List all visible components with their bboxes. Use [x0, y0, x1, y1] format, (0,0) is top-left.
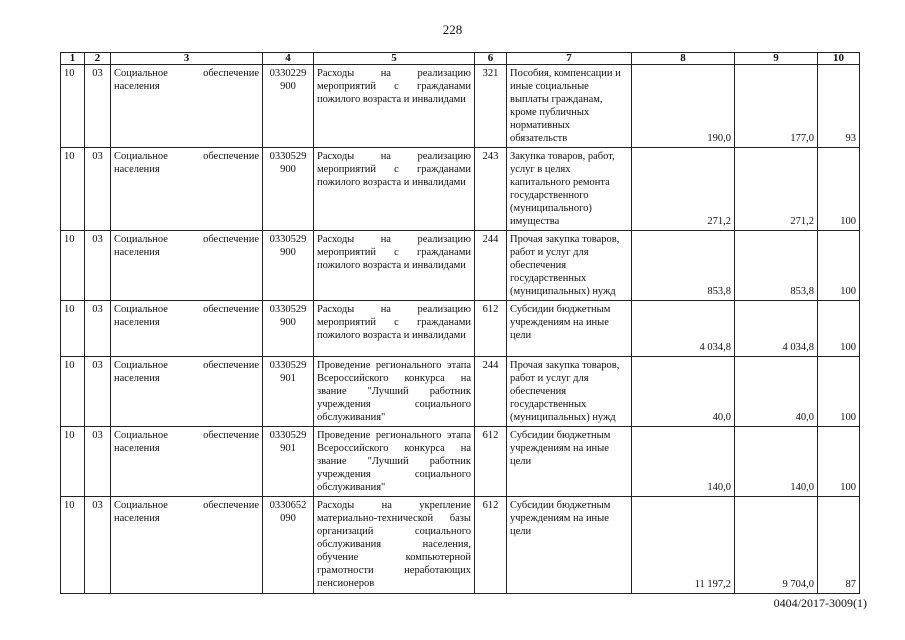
- document-code: 0404/2017-3009(1): [773, 596, 867, 610]
- target-article-name: Расходы на реализацию мероприятий с гражданами пожилого возраста и инвалидами: [314, 231, 475, 301]
- execution-percent: 87: [818, 497, 860, 594]
- expense-type-name: Прочая закупка товаров, работ и услуг для обеспечения государственных (муниципальных) нужд: [507, 231, 632, 301]
- table-row: [61, 357, 860, 427]
- subsection-code: 03: [85, 497, 111, 594]
- target-article-name: Расходы на реализацию мероприятий с гражданами пожилого возраста и инвалидами: [314, 148, 475, 231]
- table-row: [61, 231, 860, 301]
- budget-table: [60, 52, 860, 594]
- expense-type-code: 244: [475, 231, 507, 301]
- col-header-4: 4: [263, 53, 314, 65]
- target-article-code: 0330652 090: [263, 497, 314, 594]
- expense-type-code: 612: [475, 497, 507, 594]
- subsection-code: 03: [85, 148, 111, 231]
- target-article-name: Расходы на реализацию мероприятий с гражданами пожилого возраста и инвалидами: [314, 65, 475, 148]
- col-header-5: 5: [314, 53, 475, 65]
- subsection-code: 03: [85, 427, 111, 497]
- section-name: Социальное обеспечение населения: [111, 427, 263, 497]
- expense-type-code: 243: [475, 148, 507, 231]
- section-code: 10: [61, 231, 85, 301]
- execution-percent: 100: [818, 231, 860, 301]
- expense-type-name: Субсидии бюджетным учреждениям на иные цели: [507, 497, 632, 594]
- planned-amount: 40,0: [632, 357, 735, 427]
- subsection-code: 03: [85, 357, 111, 427]
- target-article-code: 0330529 900: [263, 231, 314, 301]
- section-name: Социальное обеспечение населения: [111, 231, 263, 301]
- target-article-code: 0330229 900: [263, 65, 314, 148]
- section-code: 10: [61, 497, 85, 594]
- execution-percent: 93: [818, 65, 860, 148]
- table-row: [61, 301, 860, 357]
- section-name: Социальное обеспечение населения: [111, 357, 263, 427]
- page-number: 228: [442, 22, 463, 37]
- table-row: [61, 148, 860, 231]
- subsection-code: 03: [85, 231, 111, 301]
- expense-type-name: Субсидии бюджетным учреждениям на иные цели: [507, 301, 632, 357]
- planned-amount: 190,0: [632, 65, 735, 148]
- target-article-name: Расходы на реализацию мероприятий с гражданами пожилого возраста и инвалидами: [314, 301, 475, 357]
- execution-percent: 100: [818, 301, 860, 357]
- expense-type-name: Прочая закупка товаров, работ и услуг для обеспечения государственных (муниципальных) нужд: [507, 357, 632, 427]
- col-header-10: 10: [818, 53, 860, 65]
- actual-amount: 140,0: [735, 427, 818, 497]
- expense-type-code: 244: [475, 357, 507, 427]
- actual-amount: 9 704,0: [735, 497, 818, 594]
- expense-type-code: 321: [475, 65, 507, 148]
- execution-percent: 100: [818, 357, 860, 427]
- execution-percent: 100: [818, 148, 860, 231]
- target-article-name: Проведение регионального этапа Всероссийского конкурса на звание "Лучший работник учреждения социального обслуживания": [314, 427, 475, 497]
- actual-amount: 4 034,8: [735, 301, 818, 357]
- execution-percent: 100: [818, 427, 860, 497]
- section-name: Социальное обеспечение населения: [111, 65, 263, 148]
- expense-type-name: Закупка товаров, работ, услуг в целях капитального ремонта государственного (муниципального) имущества: [507, 148, 632, 231]
- target-article-name: Расходы на укрепление материально-технической базы организаций социального обслуживания населения, обучение компьютерной грамотности неработающих пенсионеров: [314, 497, 475, 594]
- planned-amount: 11 197,2: [632, 497, 735, 594]
- target-article-code: 0330529 901: [263, 357, 314, 427]
- section-name: Социальное обеспечение населения: [111, 148, 263, 231]
- section-name: Социальное обеспечение населения: [111, 497, 263, 594]
- table-row: [61, 497, 860, 594]
- col-header-9: 9: [735, 53, 818, 65]
- actual-amount: 271,2: [735, 148, 818, 231]
- actual-amount: 40,0: [735, 357, 818, 427]
- section-code: 10: [61, 301, 85, 357]
- col-header-3: 3: [111, 53, 263, 65]
- expense-type-name: Пособия, компенсации и иные социальные выплаты гражданам, кроме публичных нормативных обязательств: [507, 65, 632, 148]
- planned-amount: 140,0: [632, 427, 735, 497]
- section-code: 10: [61, 65, 85, 148]
- actual-amount: 177,0: [735, 65, 818, 148]
- actual-amount: 853,8: [735, 231, 818, 301]
- col-header-2: 2: [85, 53, 111, 65]
- expense-type-code: 612: [475, 427, 507, 497]
- subsection-code: 03: [85, 65, 111, 148]
- expense-type-name: Субсидии бюджетным учреждениям на иные цели: [507, 427, 632, 497]
- target-article-code: 0330529 901: [263, 427, 314, 497]
- section-code: 10: [61, 148, 85, 231]
- target-article-code: 0330529 900: [263, 301, 314, 357]
- subsection-code: 03: [85, 301, 111, 357]
- header-row: [61, 53, 860, 65]
- expense-type-code: 612: [475, 301, 507, 357]
- col-header-7: 7: [507, 53, 632, 65]
- table-row: [61, 427, 860, 497]
- target-article-name: Проведение регионального этапа Всероссийского конкурса на звание "Лучший работник учреждения социального обслуживания": [314, 357, 475, 427]
- col-header-8: 8: [632, 53, 735, 65]
- planned-amount: 853,8: [632, 231, 735, 301]
- planned-amount: 4 034,8: [632, 301, 735, 357]
- col-header-1: 1: [61, 53, 85, 65]
- target-article-code: 0330529 900: [263, 148, 314, 231]
- table-row: [61, 65, 860, 148]
- section-code: 10: [61, 427, 85, 497]
- section-name: Социальное обеспечение населения: [111, 301, 263, 357]
- planned-amount: 271,2: [632, 148, 735, 231]
- col-header-6: 6: [475, 53, 507, 65]
- section-code: 10: [61, 357, 85, 427]
